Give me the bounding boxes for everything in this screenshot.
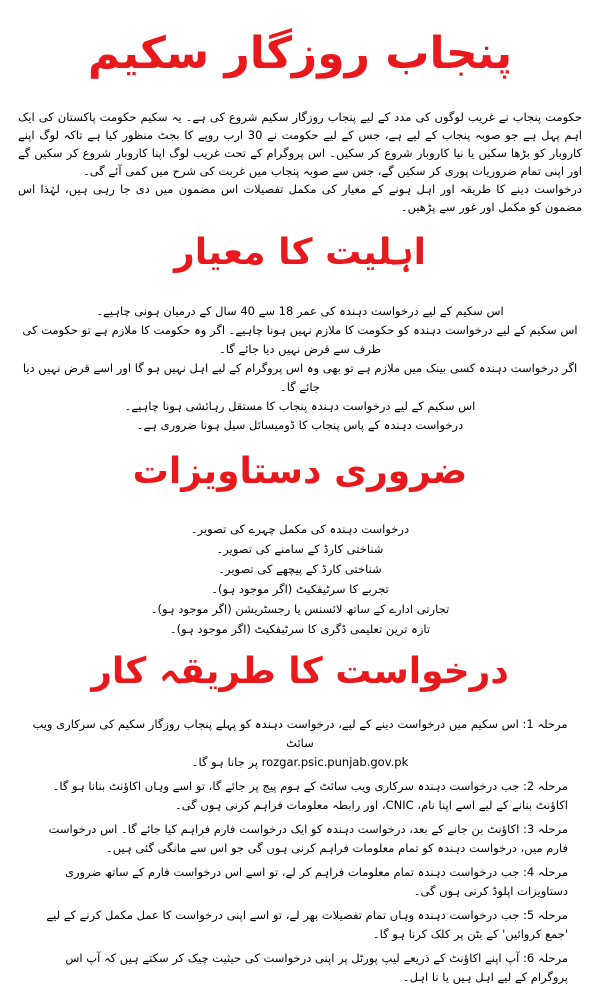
step-3: مرحلہ 3: اکاؤنٹ بن جانے کے بعد، درخواست دہندہ کو ایک درخواست فارم فراہم کیا جائے گا۔ اس درخواست فارم میں، درخواست دہندہ کو تمام معلومات فراہم کرنی ہوں گی جو اس سے مانگی گئی ہیں۔ — [48, 822, 568, 855]
eligibility-item: اس سکیم کے لیے درخواست دہندہ کی عمر 18 سے 40 سال کے درمیان ہونی چاہیے۔ — [96, 304, 504, 318]
step-6: مرحلہ 6: آپ اپنے اکاؤنٹ کے ذریعے لیپ پورٹل پر اپنی درخواست کی حیثیت چیک کر سکتے ہیں کہ آپ اس پروگرام کے لیے اہل ہیں یا نا اہل۔ — [65, 951, 568, 984]
step-1-suffix: پر جانا ہو گا۔ — [191, 755, 258, 769]
eligibility-list — [14, 302, 586, 435]
step-2-text: مرحلہ 2: جب درخواست دہندہ سرکاری ویب سائٹ کے ہوم پیج پر جائے گا، تو اسے وہاں اکاؤنٹ بنانا ہو گا۔ اکاؤنٹ بنانے کے لیے اسے اپنا نام، — [52, 779, 568, 812]
page-title: پنجاب روزگار سکیم — [87, 28, 513, 79]
document-item: شناختی کارڈ کے سامنے کی تصویر۔ — [216, 542, 384, 556]
intro-section — [14, 108, 586, 216]
step-2 — [32, 777, 568, 815]
step-4: مرحلہ 4: جب درخواست دہندہ تمام معلومات فراہم کر لے، تو اسے اس درخواست فارم کے ساتھ ضروری دستاویزات اپلوڈ کرنی ہوں گی۔ — [65, 865, 568, 898]
step-5: مرحلہ 5: جب درخواست دہندہ وہاں تمام تفصیلات بھر لے، تو اسے اپنی درخواست کا عمل مکمل کرنے کے لیے 'جمع کروائیں' کے بٹن پر کلک کرنا ہو گا۔ — [46, 908, 568, 941]
cnic-label: CNIC — [385, 798, 414, 812]
document-item: تجربے کا سرٹیفکیٹ (اگر موجود ہو)۔ — [211, 582, 389, 596]
documents-list — [14, 519, 586, 639]
method-steps — [14, 715, 586, 987]
eligibility-heading: اہلیت کا معیار — [174, 232, 426, 273]
eligibility-item: اگر درخواست دہندہ کسی بینک میں ملازم ہے تو بھی وہ اس پروگرام کے لیے اہل نہیں ہو گا اور اسے قرض نہیں دیا جائے گا۔ — [22, 361, 578, 394]
eligibility-item: درخواست دہندہ کے پاس پنجاب کا ڈومیسائل سیل ہونا ضروری ہے۔ — [136, 418, 464, 432]
intro-closing: درخواست دینے کا طریقہ اور اہل ہونے کے معیار کی مکمل تفصیلات اس مضمون میں دی جا رہی ہیں، لہٰذا اس مضمون کو مکمل اور غور سے پڑھیں۔ — [18, 182, 582, 214]
official-website-link[interactable]: rozgar.psic.punjab.gov.pk — [261, 755, 409, 769]
document-item: تازہ ترین تعلیمی ڈگری کا سرٹیفکیٹ (اگر موجود ہو)۔ — [169, 622, 431, 636]
step-1 — [32, 715, 568, 772]
documents-heading: ضروری دستاویزات — [132, 451, 468, 492]
step-1-text: مرحلہ 1: اس سکیم میں درخواست دینے کے لیے، درخواست دہندہ کو پہلے پنجاب روزگار سکیم کی سرکاری ویب سائٹ — [32, 717, 568, 750]
method-heading: درخواست کا طریقہ کار — [91, 651, 509, 692]
document-item: درخواست دہندہ کی مکمل چہرے کی تصویر۔ — [190, 522, 410, 536]
eligibility-item: اس سکیم کے لیے درخواست دہندہ کو حکومت کا ملازم نہیں ہونا چاہیے۔ اگر وہ حکومت کا ملازم ہے تو حکومت کی طرف سے قرض نہیں دیا جائے گا۔ — [22, 323, 578, 356]
document-item: شناختی کارڈ کے پیچھے کی تصویر۔ — [218, 562, 382, 576]
step-2-suffix: ، اور رابطہ معلومات فراہم کرنی ہوں گی۔ — [174, 798, 386, 812]
document-item: تجارتی ادارے کے ساتھ لائسنس یا رجسٹریشن (اگر موجود ہو)۔ — [150, 602, 450, 616]
intro-paragraph: حکومت پنجاب نے غریب لوگوں کی مدد کے لیے پنجاب روزگار سکیم شروع کی ہے۔ یہ سکیم حکومت پاکستان کی ایک اہم پہل ہے جو صوبہ پنجاب کے لیے ہے، جس کے لیے حکومت نے 30 ارب روپے کا بجٹ منظور کیا ہے تاکہ لوگ اپنے کاروبار کو بڑھا سکیں یا نیا کاروبار شروع کر سکیں۔ اس پروگرام کے تحت غریب لوگ اپنا کاروبار شروع کر سکیں گے اور اپنی تمام ضروریات پوری کر سکیں گے، جس سے صوبہ پنجاب میں غربت کی شرح میں کمی آئے گی۔ — [18, 110, 583, 178]
eligibility-item: اس سکیم کے لیے درخواست دہندہ پنجاب کا مستقل رہائشی ہونا چاہیے۔ — [124, 399, 476, 413]
